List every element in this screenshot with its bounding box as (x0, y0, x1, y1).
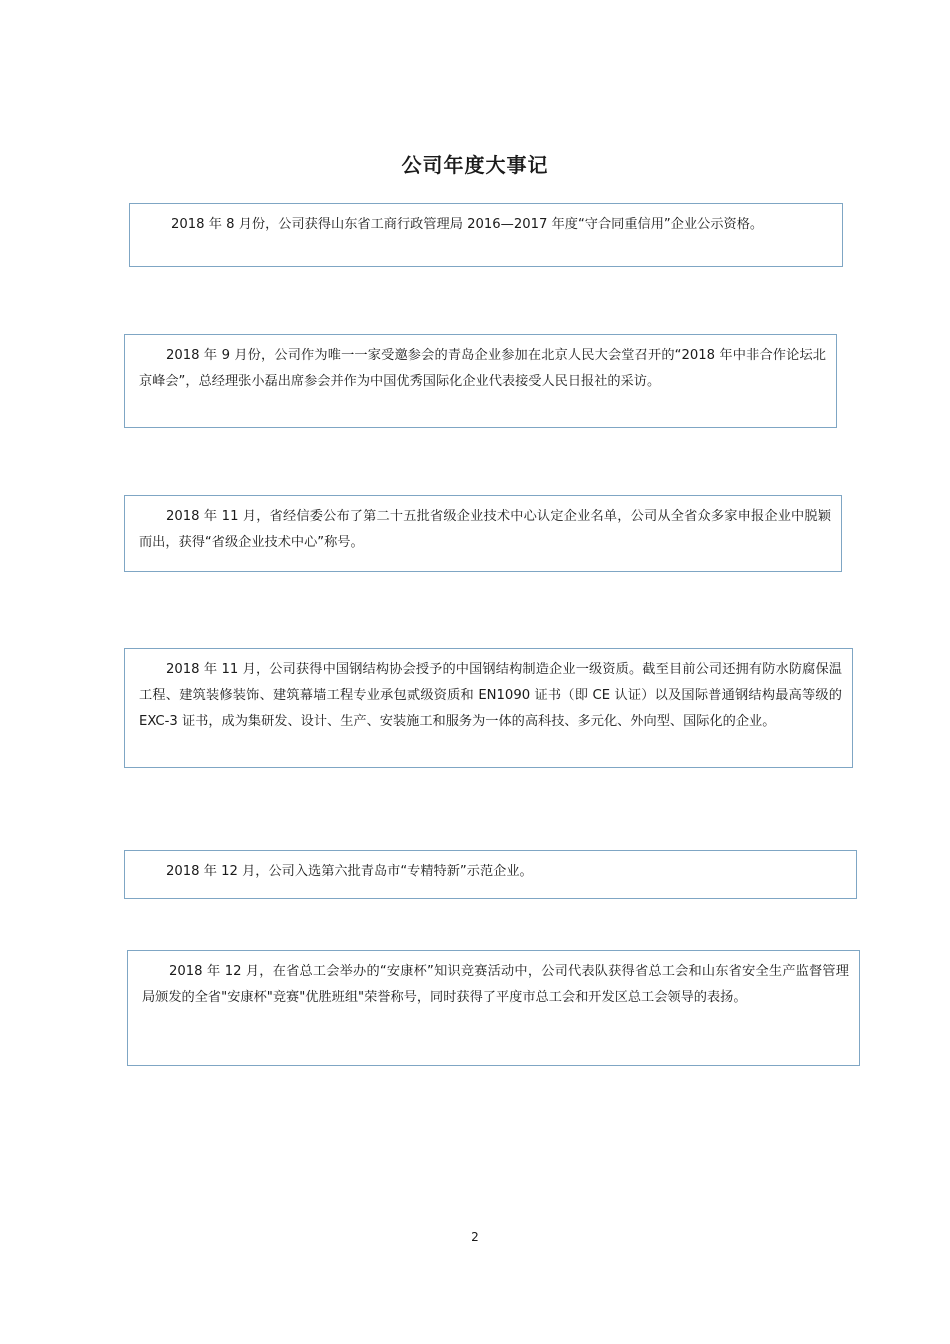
event-text: 2018 年 11 月，公司获得中国钢结构协会授予的中国钢结构制造企业一级资质。截至目前公司还拥有防水防腐保温工程、建筑装修装饰、建筑幕墙工程专业承包贰级资质和 EN1090 证书（即 CE 认证）以及国际普通钢结构最高等级的 EXC-3 证书，成为集研发、设计、生产、安装施工和服务为一体的高科技、多元化、外向型、国际化的企业。 (139, 662, 842, 729)
event-text: 2018 年 12 月，在省总工会举办的“安康杯”知识竞赛活动中，公司代表队获得省总工会和山东省安全生产监督管理局颁发的全省"安康杯"竞赛"优胜班组"荣誉称号，同时获得了平度市总工会和开发区总工会领导的表扬。 (142, 964, 849, 1005)
event-box (129, 203, 843, 267)
event-box (124, 648, 853, 768)
event-box (127, 950, 860, 1066)
page-title: 公司年度大事记 (401, 153, 549, 178)
page-number: 2 (471, 1230, 479, 1244)
event-box (124, 850, 857, 899)
event-text: 2018 年 12 月，公司入选第六批青岛市“专精特新”示范企业。 (166, 864, 533, 879)
event-box (124, 495, 842, 572)
event-text: 2018 年 8 月份，公司获得山东省工商行政管理局 2016—2017 年度“守合同重信用”企业公示资格。 (171, 217, 764, 232)
event-text: 2018 年 11 月，省经信委公布了第二十五批省级企业技术中心认定企业名单，公司从全省众多家申报企业中脱颖而出，获得“省级企业技术中心”称号。 (139, 509, 831, 550)
event-text: 2018 年 9 月份，公司作为唯一一家受邀参会的青岛企业参加在北京人民大会堂召开的“2018 年中非合作论坛北京峰会”，总经理张小磊出席参会并作为中国优秀国际化企业代表接受人民日报社的采访。 (139, 348, 826, 389)
event-box (124, 334, 837, 428)
